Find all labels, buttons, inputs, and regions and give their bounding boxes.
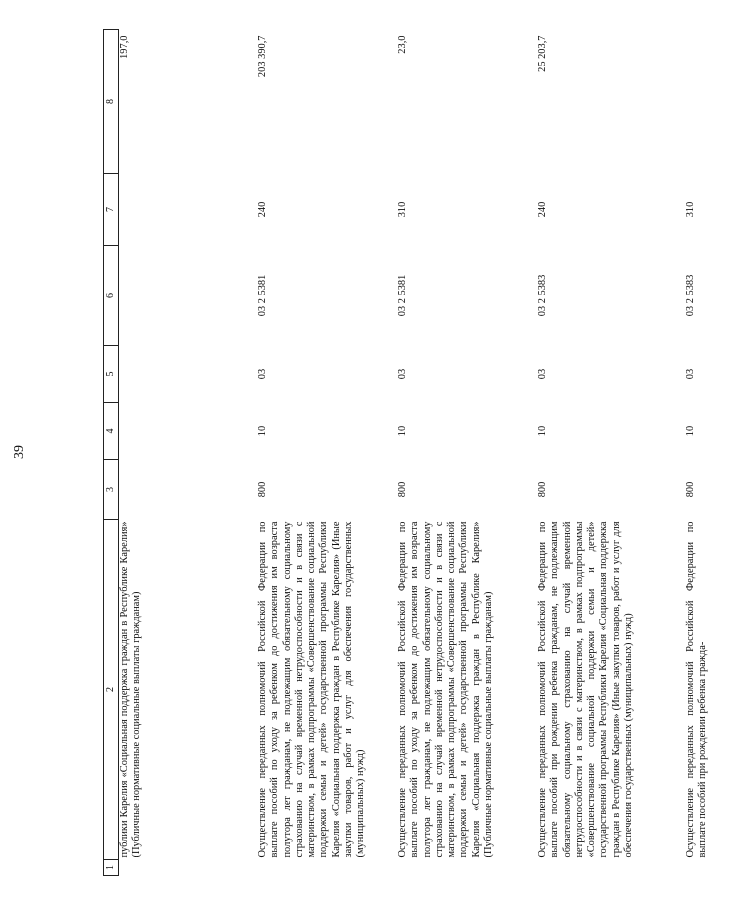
cell-subsection: 03 [537,368,548,380]
cell-description: Осуществление переданных полномочий Российской Федерации по выплате пособий по уходу за ребенком до достижения им возраста полутора лет гражданам, не подлежащим обязательному социальному страхованию на случай временной нетрудоспособности и в связи с материнством, в рамках подпрограммы «Совершенствование социальной поддержки семьи и детей» государственной программы Республики Карелия «Социальная поддержка граждан в Республике Карелия» (Публичные нормативные социальные выплаты гражданам) [397,521,494,858]
budget-table [103,29,735,876]
cell-target-article [119,246,258,346]
column-header-3: 3 [104,460,119,520]
column-header-1: 1 [104,860,119,876]
cell-expense-type: 240 [537,201,548,218]
column-header-4: 4 [104,403,119,460]
cell-ministry: 800 [397,481,408,498]
cell-amount: 197,0 [119,35,130,59]
cell-ministry: 800 [685,481,696,498]
cell-ministry [119,460,258,520]
cell-target-article: 03 2 5383 [537,274,548,317]
cell-target-article: 03 2 5383 [685,274,696,317]
cell-subsection: 03 [257,368,268,380]
cell-subsection: 03 [685,368,696,380]
column-header-8: 8 [104,30,119,174]
table-row [537,30,685,876]
cell-target-article: 03 2 5381 [257,274,268,317]
cell-section: 10 [685,425,696,437]
table-row [685,30,735,876]
rotated-table-container [103,30,709,876]
cell-description: публики Карелия «Социальная поддержка граждан в Республике Карелия» (Публичные нормативные социальные выплаты гражданам) [119,521,143,858]
table-row [119,30,258,876]
cell-ministry: 800 [257,481,268,498]
table-row [257,30,397,876]
cell-expense-type [119,174,258,246]
table-row [397,30,537,876]
cell-col1 [257,860,397,876]
cell-col1 [537,860,685,876]
column-header-6: 6 [104,246,119,346]
cell-col1 [119,860,258,876]
cell-description: Осуществление переданных полномочий Российской Федерации по выплате пособий при рождении ребенка гражданам, не подлежащим обязательному социальному страхованию на случай временной нетрудоспособности и в связи с материнством, в рамках подпрограммы «Совершенствование социальной поддержки семьи и детей» государственной программы Республики Карелия «Социальная поддержка граждан в Республике Карелия» (Иные закупки товаров, работ и услуг для обеспечения государственных (муниципальных) нужд) [537,521,634,858]
cell-amount: 203 390,7 [257,35,268,78]
cell-amount [685,30,735,174]
cell-ministry: 800 [537,481,548,498]
cell-target-article: 03 2 5381 [397,274,408,317]
cell-subsection [119,346,258,403]
cell-section [119,403,258,460]
cell-amount: 25 203,7 [537,35,548,72]
table-header-row [104,30,119,876]
cell-expense-type: 310 [397,201,408,218]
cell-expense-type: 240 [257,201,268,218]
cell-description: Осуществление переданных полномочий Российской Федерации по выплате пособий при рождении ребенка гражда- [685,521,709,858]
column-header-7: 7 [104,174,119,246]
cell-section: 10 [257,425,268,437]
cell-col1 [685,860,735,876]
cell-amount: 23,0 [397,35,408,54]
column-header-2: 2 [104,520,119,860]
cell-section: 10 [537,425,548,437]
page-number: 39 [12,445,27,459]
cell-col1 [397,860,537,876]
cell-description: Осуществление переданных полномочий Российской Федерации по выплате пособий по уходу за ребенком до достижения им возраста полутора лет гражданам, не подлежащим обязательному социальному страхованию на случай временной нетрудоспособности и в связи с материнством, в рамках подпрограммы «Совершенствование социальной поддержки семьи и детей» государственной программы Республики Карелия «Социальная поддержка граждан в Республике Карелия» (Иные закупки товаров, работ и услуг для обеспечения государственных (муниципальных) нужд) [257,521,367,858]
cell-subsection: 03 [397,368,408,380]
column-header-5: 5 [104,346,119,403]
cell-expense-type: 310 [685,201,696,218]
cell-section: 10 [397,425,408,437]
